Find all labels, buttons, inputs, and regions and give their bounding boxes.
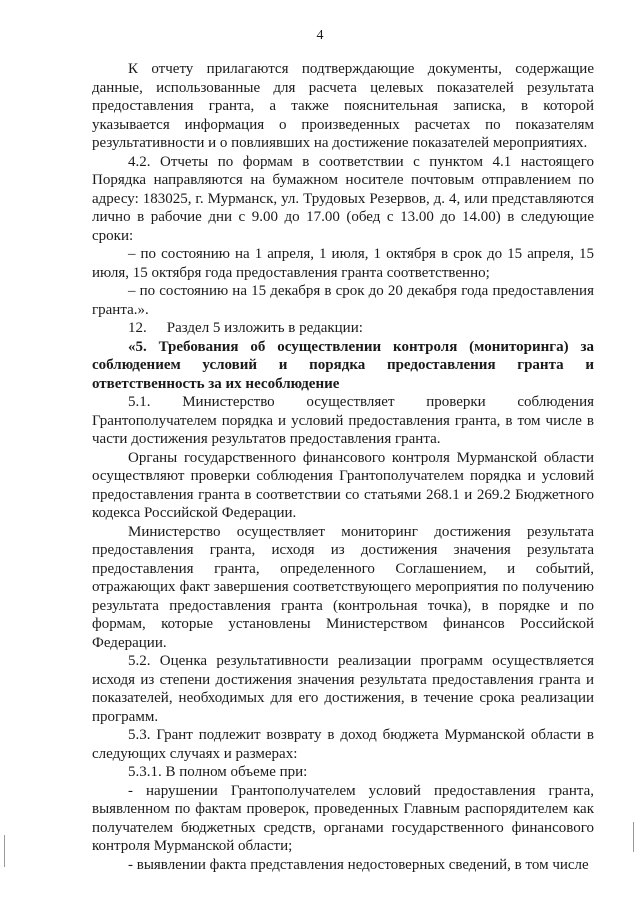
paragraph-financial-control: Органы государственного финансового контроля Мурманской области осуществляют проверки соблюдения Грантополучателем порядка и условий предоставления гранта в соответствии со статьями 268.1 и 269.2 Бюджетного кодекса Российской Федерации. (92, 449, 594, 521)
paragraph-deadline-december: – по состоянию на 15 декабря в срок до 20 декабря года предоставления гранта.». (92, 283, 594, 318)
paragraph-report-attachments: К отчету прилагаются подтверждающие документы, содержащие данные, использованные для расчета целевых показателей результата предоставления гранта, а также пояснительная записка, в которой указывается информация о произведенных расчетах по показателям результативности и о повлиявших на достижение показателей мероприятиях. (92, 61, 594, 151)
paragraph-item-12 (92, 319, 594, 338)
paragraph-5-1: 5.1. Министерство осуществляет проверки соблюдения Грантополучателем порядка и условий предоставления гранта, в том числе в части достижения результатов предоставления гранта. (92, 394, 594, 447)
paragraph-deadline-quarterly: – по состоянию на 1 апреля, 1 июля, 1 октября в срок до 15 апреля, 15 июля, 15 октября года предоставления гранта соответственно; (92, 246, 594, 281)
paragraph-violation: - нарушении Грантополучателем условий предоставления гранта, выявленном по фактам проверок, проведенных Главным распорядителем как получателем бюджетных средств, органами государственного финансового контроля Мурманской области; (92, 782, 594, 854)
paragraph-5-3-1: 5.3.1. В полном объеме при: (128, 764, 308, 780)
scan-edge-mark-right (633, 822, 634, 852)
item-number: 12. (128, 320, 147, 336)
paragraph-5-3: 5.3. Грант подлежит возврату в доход бюджета Мурманской области в следующих случаях и размерах: (92, 727, 594, 762)
section-5-heading: «5. Требования об осуществлении контроля (мониторинга) за соблюдением условий и порядка предоставления гранта и ответственность за их несоблюдение (92, 338, 594, 392)
paragraph-false-info: - выявлении факта представления недостоверных сведений, в том числе (128, 856, 589, 873)
paragraph-4-2: 4.2. Отчеты по формам в соответствии с пунктом 4.1 настоящего Порядка направляются на бумажном носителе почтовым отправлением по адресу: 183025, г. Мурманск, ул. Трудовых Резервов, д. 4, или представляются лично в рабочие дни с 9.00 до 17.00 (обед с 13.00 до 14.00) в следующие сроки: (92, 153, 594, 244)
paragraph-monitoring: Министерство осуществляет мониторинг достижения результата предоставления гранта, исходя из достижения значения результата предоставления гранта, определенного Соглашением, и событий, отражающих факт завершения соответствующего мероприятия по получению результата предоставления гранта (контрольная точка), в порядке и по формам, которые установлены Министерством финансов Российской Федерации. (92, 523, 594, 651)
item-text: Раздел 5 изложить в редакции: (166, 320, 363, 336)
page-number: 4 (316, 28, 324, 43)
scan-edge-mark-left (4, 835, 5, 867)
document-body (92, 60, 594, 874)
paragraph-5-2: 5.2. Оценка результативности реализации программ осуществляется исходя из степени достижения значения результата предоставления гранта и показателей, необходимых для его достижения, в течение срока реализации программ. (92, 653, 594, 725)
